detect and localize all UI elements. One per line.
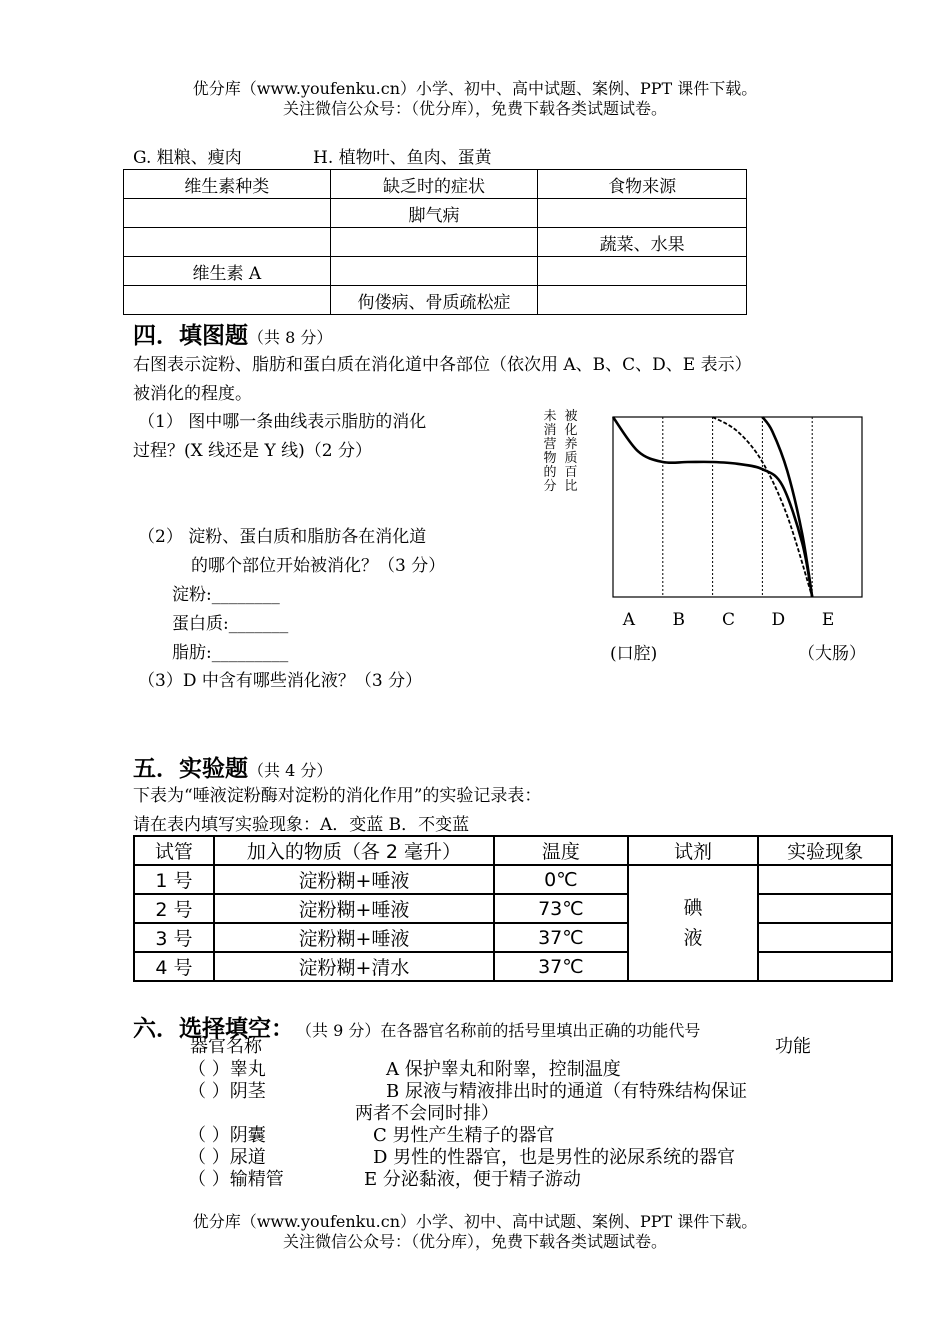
observation-cell[interactable]: [758, 923, 892, 952]
reagent-cell: [628, 865, 759, 981]
table-cell: 4 号: [134, 952, 214, 981]
table-header-cell: 试剂: [628, 836, 759, 865]
chart-frame: [613, 417, 862, 597]
organ-item[interactable]: （ ）阴囊: [188, 1125, 266, 1146]
table-cell: 维生素 A: [124, 257, 331, 286]
observation-cell[interactable]: [758, 865, 892, 894]
option-g: G. 粗粮、瘦肉: [133, 148, 242, 168]
table-header-cell: 缺乏时的症状: [330, 170, 538, 199]
digestion-chart: [600, 410, 875, 610]
vitamin-table: [123, 169, 747, 315]
table-cell: [538, 199, 747, 228]
header-line-2: 关注微信公众号：（优分库），免费下载各类试题试卷。: [282, 99, 667, 118]
section-4-points: （共 8 分）: [248, 328, 333, 347]
function-item-continued: 两者不会同时排）: [355, 1103, 499, 1124]
chart-x-label: E: [821, 610, 835, 630]
chart-x-label: C: [721, 610, 735, 630]
chart-x-label: D: [771, 610, 786, 630]
table-header-row: [124, 170, 747, 199]
blank-fat[interactable]: 脂肪:_________: [172, 643, 289, 663]
table-header-cell: 实验现象: [758, 836, 892, 865]
column-organ-name: 器官名称: [190, 1036, 262, 1057]
table-header-cell: 维生素种类: [124, 170, 331, 199]
table-header-cell: 温度: [494, 836, 628, 865]
section-4-title: 四．填图题: [133, 323, 248, 349]
table-cell: [538, 257, 747, 286]
section-5-intro-1: 下表为“唾液淀粉酶对淀粉的消化作用”的实验记录表：: [133, 786, 542, 806]
section-5-intro-2: 请在表内填写实验现象：A．变蓝 B．不变蓝: [133, 815, 470, 835]
table-cell: 脚气病: [330, 199, 538, 228]
section-4-intro-2: 被消化的程度。: [133, 384, 252, 404]
table-header-cell: 加入的物质（各 2 毫升）: [214, 836, 494, 865]
table-cell: [124, 228, 331, 257]
function-item: D 男性的性器官，也是男性的泌尿系统的器官: [373, 1147, 736, 1168]
table-cell: 淀粉糊+清水: [214, 952, 494, 981]
table-header-cell: 试管: [134, 836, 214, 865]
section-5-points: （共 4 分）: [248, 761, 333, 780]
section-4-intro-1: 右图表示淀粉、脂肪和蛋白质在消化道中各部位（依次用 A、B、C、D、E 表示）: [133, 355, 752, 375]
table-cell: 73℃: [494, 894, 628, 923]
table-row: [134, 894, 892, 923]
section-5-heading: [133, 750, 332, 783]
organ-item[interactable]: （ ）输精管: [188, 1169, 284, 1190]
table-row: [134, 923, 892, 952]
table-row: [124, 199, 747, 228]
option-h: H. 植物叶、鱼肉、蛋黄: [313, 148, 492, 168]
question-2-line-1: （2） 淀粉、蛋白质和脂肪各在消化道: [138, 527, 427, 547]
table-cell: 37℃: [494, 952, 628, 981]
table-row: [124, 257, 747, 286]
header-line-1: 优分库（www.youfenku.cn）小学、初中、高中试题、案例、PPT 课件下载。: [192, 79, 758, 98]
organ-item[interactable]: （ ）睾丸: [188, 1059, 266, 1080]
function-item: A 保护睾丸和附睾，控制温度: [386, 1059, 621, 1080]
table-cell: [124, 199, 331, 228]
question-1-line-2: 过程？(X 线还是 Y 线)（2 分）: [133, 441, 373, 461]
question-1-line-1: （1） 图中哪一条曲线表示脂肪的消化: [138, 412, 427, 432]
organ-item[interactable]: （ ）尿道: [188, 1147, 266, 1168]
table-cell: 淀粉糊+唾液: [214, 865, 494, 894]
chart-series-steep: [762, 417, 812, 597]
table-cell: 2 号: [134, 894, 214, 923]
reagent-char-2: 液: [683, 927, 703, 949]
blank-starch[interactable]: 淀粉:________: [172, 585, 280, 605]
table-header-cell: 食物来源: [538, 170, 747, 199]
chart-ylabel-col1: 未消营物的分: [543, 409, 557, 494]
table-cell: 37℃: [494, 923, 628, 952]
function-item: C 男性产生精子的器官: [373, 1125, 555, 1146]
question-2-line-2: 的哪个部位开始被消化？（3 分）: [191, 556, 446, 576]
table-cell: [330, 257, 538, 286]
section-4-heading: [133, 317, 332, 350]
table-header-row: [134, 836, 892, 865]
table-row: [134, 952, 892, 981]
section-5-title: 五．实验题: [133, 756, 248, 782]
section-6-title: 六．选择填空：: [133, 1016, 294, 1042]
table-cell: 佝偻病、骨质疏松症: [330, 286, 538, 315]
section-6-instruction: （共 9 分）在各器官名称前的括号里填出正确的功能代号: [304, 1021, 701, 1040]
footer-line-2: 关注微信公众号：（优分库），免费下载各类试题试卷。: [282, 1232, 667, 1251]
question-3: （3）D 中含有哪些消化液？（3 分）: [138, 671, 423, 691]
table-row: [124, 228, 747, 257]
table-cell: 0℃: [494, 865, 628, 894]
observation-cell[interactable]: [758, 952, 892, 981]
table-cell: 蔬菜、水果: [538, 228, 747, 257]
table-row: [134, 865, 892, 894]
chart-note-large-intestine: （大肠）: [798, 644, 866, 664]
blank-protein[interactable]: 蛋白质:_______: [172, 614, 289, 634]
chart-x-label: B: [672, 610, 685, 630]
table-cell: [538, 286, 747, 315]
table-cell: 淀粉糊+唾液: [214, 923, 494, 952]
column-function: 功能: [775, 1036, 811, 1057]
reagent-char-1: 碘: [683, 897, 703, 919]
function-item: E 分泌黏液，便于精子游动: [364, 1169, 581, 1190]
table-cell: 3 号: [134, 923, 214, 952]
experiment-table: [133, 835, 893, 982]
table-cell: 淀粉糊+唾液: [214, 894, 494, 923]
organ-item[interactable]: （ ）阴茎: [188, 1081, 266, 1102]
table-row: [124, 286, 747, 315]
table-cell: [330, 228, 538, 257]
chart-x-label: A: [622, 610, 636, 630]
table-cell: 1 号: [134, 865, 214, 894]
function-item: B 尿液与精液排出时的通道（有特殊结构保证: [386, 1081, 747, 1102]
chart-ylabel-col2: 被化养质百比: [564, 409, 578, 494]
chart-note-mouth: (口腔): [610, 644, 658, 664]
footer-line-1: 优分库（www.youfenku.cn）小学、初中、高中试题、案例、PPT 课件下载。: [192, 1212, 758, 1231]
observation-cell[interactable]: [758, 894, 892, 923]
table-cell: [124, 286, 331, 315]
